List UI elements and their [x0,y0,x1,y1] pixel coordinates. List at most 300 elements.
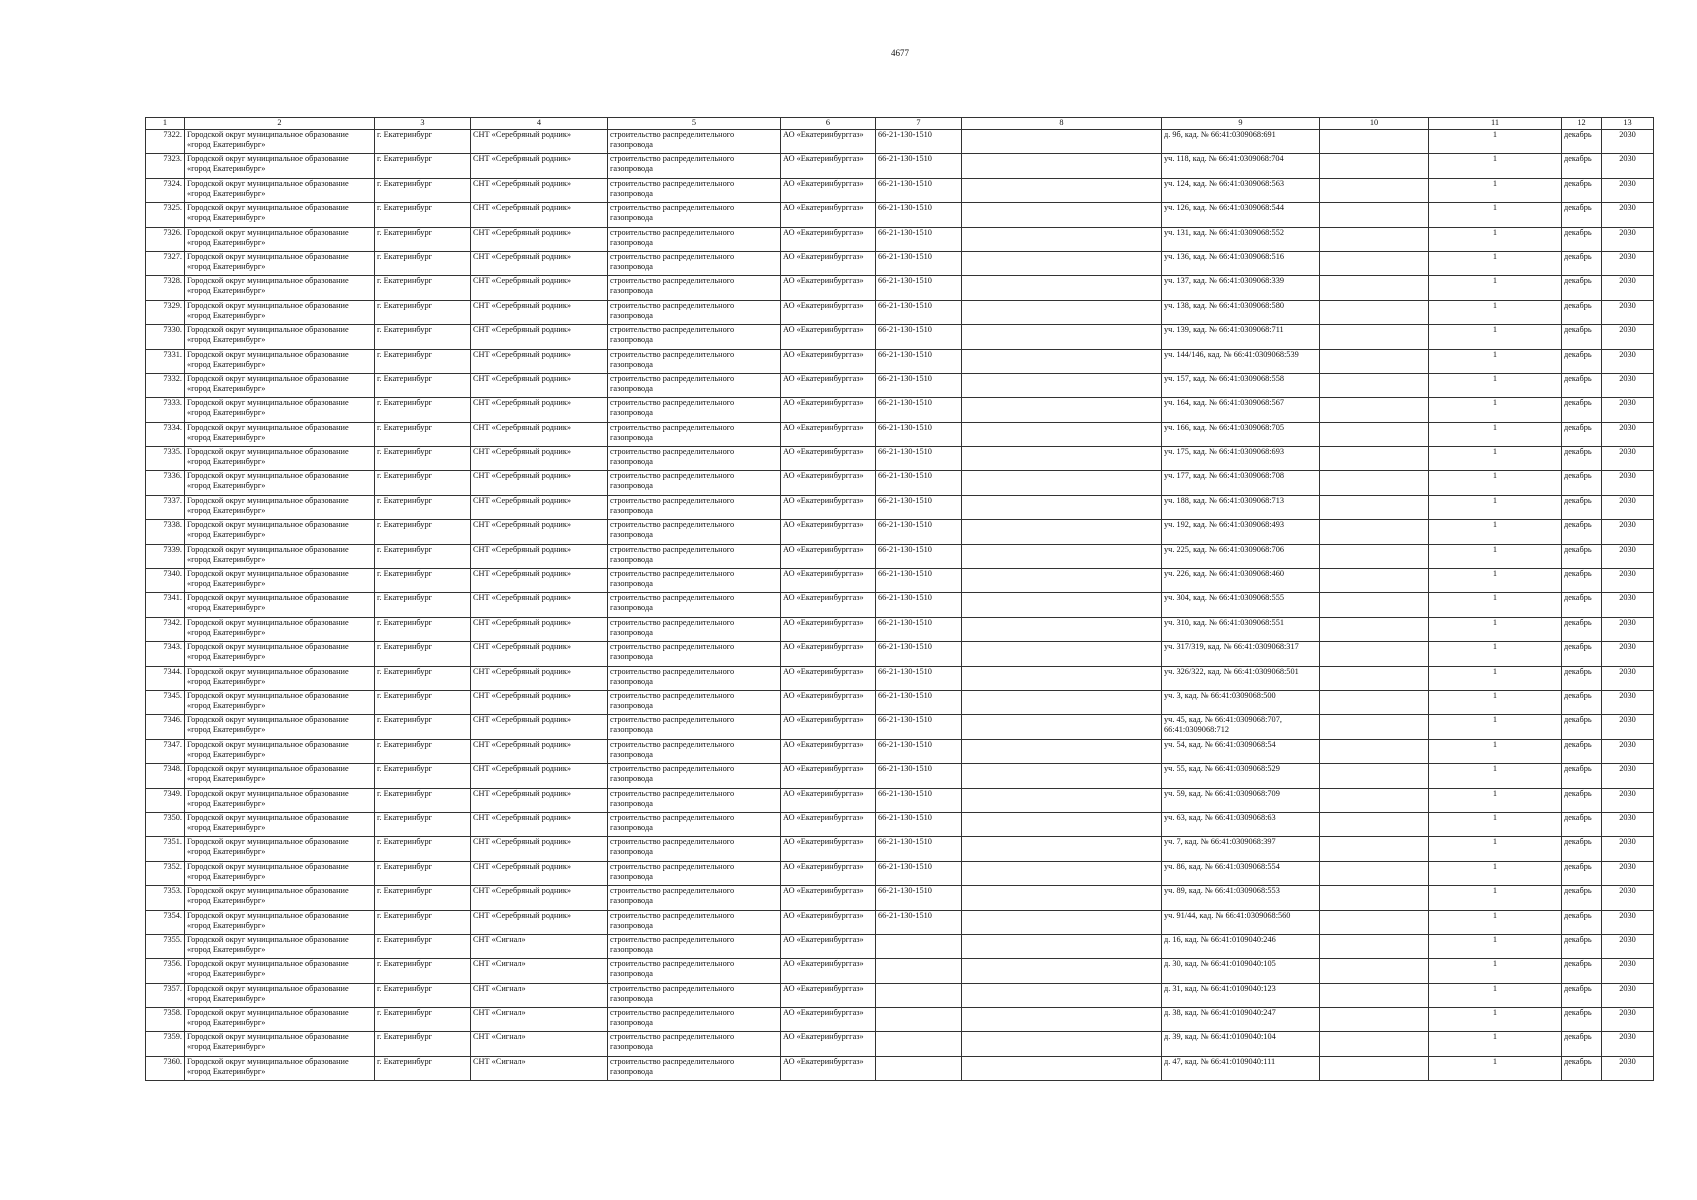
table-cell: Городской округ муниципальное образование «город Екатеринбург» [185,154,375,178]
table-cell: строительство распределительного газопровода [608,837,781,861]
table-cell: 7354. [146,910,185,934]
table-cell: уч. 157, кад. № 66:41:0309068:558 [1162,373,1320,397]
table-cell [962,886,1162,910]
table-cell [1320,812,1429,836]
table-cell: Городской округ муниципальное образование «город Екатеринбург» [185,227,375,251]
table-cell [962,203,1162,227]
table-cell: СНТ «Сигнал» [471,983,608,1007]
table-cell: 7346. [146,715,185,739]
table-cell: 2030 [1602,739,1654,763]
table-cell [962,1032,1162,1056]
table-cell: декабрь [1562,934,1602,958]
table-cell [1320,837,1429,861]
table-cell: декабрь [1562,251,1602,275]
table-cell: строительство распределительного газопровода [608,690,781,714]
table-cell [1320,934,1429,958]
table-cell: строительство распределительного газопровода [608,325,781,349]
table-cell: АО «Екатеринбурггаз» [781,349,876,373]
column-header: 10 [1320,118,1429,130]
table-cell: 7338. [146,520,185,544]
table-cell: СНТ «Сигнал» [471,934,608,958]
table-cell: г. Екатеринбург [375,983,471,1007]
table-cell: строительство распределительного газопровода [608,178,781,202]
table-cell [1320,227,1429,251]
table-cell [1320,642,1429,666]
header-row [146,118,1654,130]
table-cell [1320,300,1429,324]
table-cell: 66-21-130-1510 [876,447,962,471]
table-cell: декабрь [1562,276,1602,300]
table-cell [1320,495,1429,519]
table-row [146,422,1654,446]
table-cell: строительство распределительного газопровода [608,1008,781,1032]
table-cell: 7360. [146,1056,185,1080]
table-row [146,910,1654,934]
table-cell: 66-21-130-1510 [876,203,962,227]
table-cell: г. Екатеринбург [375,934,471,958]
table-cell: строительство распределительного газопровода [608,617,781,641]
table-cell: АО «Екатеринбурггаз» [781,300,876,324]
table-cell: АО «Екатеринбурггаз» [781,154,876,178]
table-cell: АО «Екатеринбурггаз» [781,617,876,641]
table-cell: АО «Екатеринбурггаз» [781,398,876,422]
table-cell: АО «Екатеринбурггаз» [781,593,876,617]
table-cell: Городской округ муниципальное образование «город Екатеринбург» [185,861,375,885]
table-row [146,837,1654,861]
table-cell: 1 [1429,959,1562,983]
table-cell: Городской округ муниципальное образование «город Екатеринбург» [185,983,375,1007]
table-cell: 66-21-130-1510 [876,788,962,812]
table-cell: АО «Екатеринбурггаз» [781,495,876,519]
table-cell: строительство распределительного газопровода [608,154,781,178]
table-cell: 1 [1429,276,1562,300]
table-cell [962,471,1162,495]
table-row [146,617,1654,641]
table-cell: декабрь [1562,398,1602,422]
table-cell: СНТ «Сигнал» [471,1056,608,1080]
table-cell: декабрь [1562,1056,1602,1080]
table-cell: уч. 310, кад. № 66:41:0309068:551 [1162,617,1320,641]
table-cell: 1 [1429,154,1562,178]
table-cell: уч. 304, кад. № 66:41:0309068:555 [1162,593,1320,617]
table-cell [1320,764,1429,788]
table-cell: уч. 226, кад. № 66:41:0309068:460 [1162,569,1320,593]
column-header: 3 [375,118,471,130]
table-row [146,812,1654,836]
table-cell: АО «Екатеринбурггаз» [781,690,876,714]
table-cell: уч. 139, кад. № 66:41:0309068:711 [1162,325,1320,349]
table-cell: Городской округ муниципальное образование «город Екатеринбург» [185,788,375,812]
table-row [146,349,1654,373]
table-cell: 7339. [146,544,185,568]
table-cell: Городской округ муниципальное образование «город Екатеринбург» [185,837,375,861]
table-row [146,1056,1654,1080]
table-cell: строительство распределительного газопровода [608,764,781,788]
table-row [146,251,1654,275]
table-cell [1320,349,1429,373]
table-row [146,373,1654,397]
table-cell [1320,130,1429,154]
table-cell: СНТ «Серебряный родник» [471,837,608,861]
table-cell [962,959,1162,983]
table-cell: 2030 [1602,300,1654,324]
table-cell: 2030 [1602,544,1654,568]
table-cell: СНТ «Серебряный родник» [471,398,608,422]
table-cell: Городской округ муниципальное образование «город Екатеринбург» [185,130,375,154]
table-cell: СНТ «Серебряный родник» [471,666,608,690]
table-cell: АО «Екатеринбурггаз» [781,569,876,593]
table-cell [962,300,1162,324]
table-cell: 2030 [1602,398,1654,422]
table-cell [962,398,1162,422]
table-cell [962,520,1162,544]
table-cell: 66-21-130-1510 [876,373,962,397]
table-cell [962,593,1162,617]
table-cell: уч. 177, кад. № 66:41:0309068:708 [1162,471,1320,495]
table-cell: декабрь [1562,154,1602,178]
table-cell: г. Екатеринбург [375,764,471,788]
table-cell: Городской округ муниципальное образование «город Екатеринбург» [185,422,375,446]
table-cell: строительство распределительного газопровода [608,349,781,373]
table-cell: г. Екатеринбург [375,178,471,202]
table-cell [962,130,1162,154]
table-cell [1320,276,1429,300]
table-cell: декабрь [1562,227,1602,251]
table-cell: СНТ «Серебряный родник» [471,227,608,251]
table-cell [962,1008,1162,1032]
table-cell: 66-21-130-1510 [876,642,962,666]
table-cell: строительство распределительного газопровода [608,666,781,690]
table-cell: строительство распределительного газопровода [608,642,781,666]
table-cell [962,837,1162,861]
table-cell: 2030 [1602,837,1654,861]
table-cell [1320,593,1429,617]
table-cell: 66-21-130-1510 [876,837,962,861]
table-cell: декабрь [1562,495,1602,519]
table-row [146,983,1654,1007]
table-cell: 7359. [146,1032,185,1056]
table-cell: АО «Екатеринбурггаз» [781,715,876,739]
table-cell: декабрь [1562,739,1602,763]
table-row [146,495,1654,519]
table-row [146,447,1654,471]
table-cell [962,447,1162,471]
table-cell: 2030 [1602,349,1654,373]
table-cell: г. Екатеринбург [375,544,471,568]
table-cell: г. Екатеринбург [375,569,471,593]
table-cell: 7356. [146,959,185,983]
table-cell: г. Екатеринбург [375,325,471,349]
table-cell: строительство распределительного газопровода [608,520,781,544]
table-cell [1320,715,1429,739]
table-cell: г. Екатеринбург [375,959,471,983]
table-cell: 7342. [146,617,185,641]
column-header: 4 [471,118,608,130]
table-cell: 2030 [1602,1032,1654,1056]
table-cell: 1 [1429,666,1562,690]
table-cell: 1 [1429,788,1562,812]
table-cell: 7332. [146,373,185,397]
table-cell: Городской округ муниципальное образование «город Екатеринбург» [185,544,375,568]
table-row [146,398,1654,422]
table-cell: АО «Екатеринбурггаз» [781,934,876,958]
table-cell: декабрь [1562,910,1602,934]
table-cell: 7353. [146,886,185,910]
column-header: 6 [781,118,876,130]
table-row [146,690,1654,714]
table-cell: 2030 [1602,325,1654,349]
table-cell: д. 9б, кад. № 66:41:0309068:691 [1162,130,1320,154]
table-cell: 7322. [146,130,185,154]
table-cell: Городской округ муниципальное образование «город Екатеринбург» [185,1032,375,1056]
table-cell: СНТ «Серебряный родник» [471,422,608,446]
table-cell [962,325,1162,349]
table-row [146,203,1654,227]
table-cell: 1 [1429,520,1562,544]
table-cell [1320,959,1429,983]
table-cell: декабрь [1562,422,1602,446]
table-cell: СНТ «Серебряный родник» [471,886,608,910]
table-cell: г. Екатеринбург [375,837,471,861]
table-cell: 2030 [1602,495,1654,519]
table-cell: АО «Екатеринбурггаз» [781,276,876,300]
table-cell: строительство распределительного газопровода [608,739,781,763]
table-cell: АО «Екатеринбурггаз» [781,251,876,275]
table-row [146,886,1654,910]
table-cell: 1 [1429,593,1562,617]
table-cell: 7330. [146,325,185,349]
table-cell: 66-21-130-1510 [876,520,962,544]
table-cell: декабрь [1562,764,1602,788]
table-cell: Городской округ муниципальное образование «город Екатеринбург» [185,325,375,349]
table-cell: 1 [1429,422,1562,446]
table-cell [1320,690,1429,714]
table-cell: 7336. [146,471,185,495]
table-cell: 1 [1429,690,1562,714]
table-cell: СНТ «Серебряный родник» [471,300,608,324]
table-cell: СНТ «Серебряный родник» [471,910,608,934]
table-cell: Городской округ муниципальное образование «город Екатеринбург» [185,349,375,373]
table-cell: г. Екатеринбург [375,1032,471,1056]
table-cell: декабрь [1562,130,1602,154]
table-cell: 66-21-130-1510 [876,154,962,178]
table-row [146,569,1654,593]
table-cell [962,861,1162,885]
table-cell: г. Екатеринбург [375,227,471,251]
table-cell: строительство распределительного газопровода [608,983,781,1007]
table-cell: 1 [1429,325,1562,349]
table-cell [1320,373,1429,397]
table-cell: 66-21-130-1510 [876,739,962,763]
table-cell: строительство распределительного газопровода [608,495,781,519]
table-cell: АО «Екатеринбурггаз» [781,837,876,861]
table-cell [962,788,1162,812]
table-cell: АО «Екатеринбурггаз» [781,1056,876,1080]
table-cell: 7350. [146,812,185,836]
table-cell: г. Екатеринбург [375,251,471,275]
table-row [146,764,1654,788]
table-cell: 66-21-130-1510 [876,276,962,300]
table-cell: Городской округ муниципальное образование «город Екатеринбург» [185,276,375,300]
table-cell: 7326. [146,227,185,251]
table-cell: 7345. [146,690,185,714]
table-cell: декабрь [1562,617,1602,641]
table-cell [962,422,1162,446]
table-cell: Городской округ муниципальное образование «город Екатеринбург» [185,764,375,788]
table-cell: 1 [1429,544,1562,568]
table-row [146,325,1654,349]
table-cell [1320,569,1429,593]
table-row [146,593,1654,617]
table-cell: Городской округ муниципальное образование «город Екатеринбург» [185,666,375,690]
table-cell [962,154,1162,178]
table-cell: Городской округ муниципальное образование «город Екатеринбург» [185,739,375,763]
table-cell [1320,422,1429,446]
table-cell: СНТ «Серебряный родник» [471,861,608,885]
table-cell: 1 [1429,861,1562,885]
table-cell: 66-21-130-1510 [876,251,962,275]
table-cell: уч. 131, кад. № 66:41:0309068:552 [1162,227,1320,251]
table-cell: декабрь [1562,373,1602,397]
table-cell: СНТ «Серебряный родник» [471,764,608,788]
table-cell: 2030 [1602,227,1654,251]
table-cell: декабрь [1562,471,1602,495]
table-cell: декабрь [1562,203,1602,227]
table-cell: декабрь [1562,715,1602,739]
table-cell: уч. 63, кад. № 66:41:0309068:63 [1162,812,1320,836]
table-cell [1320,251,1429,275]
table-cell: 7341. [146,593,185,617]
table-cell: 66-21-130-1510 [876,495,962,519]
table-cell: строительство распределительного газопровода [608,593,781,617]
table-cell: 7334. [146,422,185,446]
table-cell: уч. 136, кад. № 66:41:0309068:516 [1162,251,1320,275]
table-cell: 2030 [1602,886,1654,910]
table-cell: 66-21-130-1510 [876,910,962,934]
table-cell [962,690,1162,714]
table-cell: 66-21-130-1510 [876,227,962,251]
table-cell: г. Екатеринбург [375,715,471,739]
table-cell: 66-21-130-1510 [876,422,962,446]
table-cell: строительство распределительного газопровода [608,251,781,275]
table-cell: строительство распределительного газопровода [608,276,781,300]
table-cell: СНТ «Серебряный родник» [471,715,608,739]
table-cell [962,276,1162,300]
table-cell [876,959,962,983]
table-cell [962,373,1162,397]
table-cell: 7335. [146,447,185,471]
table-cell: 7331. [146,349,185,373]
table-cell: СНТ «Серебряный родник» [471,690,608,714]
table-cell: Городской округ муниципальное образование «город Екатеринбург» [185,886,375,910]
table-cell: 66-21-130-1510 [876,812,962,836]
table-cell: СНТ «Серебряный родник» [471,495,608,519]
table-cell: декабрь [1562,300,1602,324]
table-cell: АО «Екатеринбурггаз» [781,520,876,544]
table-cell: 66-21-130-1510 [876,569,962,593]
table-cell: уч. 166, кад. № 66:41:0309068:705 [1162,422,1320,446]
table-cell: Городской округ муниципальное образование «город Екатеринбург» [185,617,375,641]
table-cell: 1 [1429,1008,1562,1032]
table-cell: Городской округ муниципальное образование «город Екатеринбург» [185,812,375,836]
table-cell: 2030 [1602,447,1654,471]
table-cell: 1 [1429,447,1562,471]
column-header: 13 [1602,118,1654,130]
table-cell: 1 [1429,983,1562,1007]
table-cell: уч. 317/319, кад. № 66:41:0309068:317 [1162,642,1320,666]
table-cell: СНТ «Серебряный родник» [471,373,608,397]
table-cell: 1 [1429,203,1562,227]
table-row [146,471,1654,495]
table-cell: 7344. [146,666,185,690]
column-header: 11 [1429,118,1562,130]
table-cell: 1 [1429,886,1562,910]
table-cell [962,910,1162,934]
table-cell: Городской округ муниципальное образование «город Екатеринбург» [185,690,375,714]
table-cell: АО «Екатеринбурггаз» [781,983,876,1007]
table-cell: 2030 [1602,861,1654,885]
table-cell: строительство распределительного газопровода [608,1056,781,1080]
column-header: 5 [608,118,781,130]
table-cell [1320,910,1429,934]
table-cell [1320,983,1429,1007]
table-cell: декабрь [1562,837,1602,861]
table-cell: строительство распределительного газопровода [608,715,781,739]
table-cell: АО «Екатеринбурггаз» [781,764,876,788]
table-cell: 2030 [1602,130,1654,154]
table-cell: 66-21-130-1510 [876,666,962,690]
table-cell: 1 [1429,934,1562,958]
table-cell: 7327. [146,251,185,275]
table-cell: 2030 [1602,910,1654,934]
table-cell: г. Екатеринбург [375,154,471,178]
table-cell: 2030 [1602,812,1654,836]
table-cell: строительство распределительного газопровода [608,203,781,227]
table-cell: декабрь [1562,959,1602,983]
table-cell: 1 [1429,471,1562,495]
table-cell: декабрь [1562,349,1602,373]
table-cell: АО «Екатеринбурггаз» [781,325,876,349]
table-cell: Городской округ муниципальное образование «город Екатеринбург» [185,959,375,983]
table-cell: СНТ «Серебряный родник» [471,593,608,617]
table-cell: г. Екатеринбург [375,422,471,446]
table-cell: декабрь [1562,593,1602,617]
table-row [146,130,1654,154]
table-cell: 7337. [146,495,185,519]
table-cell: 2030 [1602,617,1654,641]
table-cell [962,569,1162,593]
table-cell: 1 [1429,837,1562,861]
table-row [146,959,1654,983]
table-cell: декабрь [1562,690,1602,714]
table-cell [876,1008,962,1032]
table-cell: 7324. [146,178,185,202]
column-header: 12 [1562,118,1602,130]
table-cell: СНТ «Серебряный родник» [471,276,608,300]
table-cell: 66-21-130-1510 [876,861,962,885]
table-cell: СНТ «Серебряный родник» [471,642,608,666]
table-cell: СНТ «Серебряный родник» [471,349,608,373]
table-row [146,739,1654,763]
table-cell: строительство распределительного газопровода [608,910,781,934]
table-cell: г. Екатеринбург [375,447,471,471]
table-cell: г. Екатеринбург [375,300,471,324]
table-cell: Городской округ муниципальное образование «город Екатеринбург» [185,203,375,227]
table-cell: г. Екатеринбург [375,203,471,227]
table-cell: 7340. [146,569,185,593]
table-cell [962,227,1162,251]
table-cell: 2030 [1602,569,1654,593]
